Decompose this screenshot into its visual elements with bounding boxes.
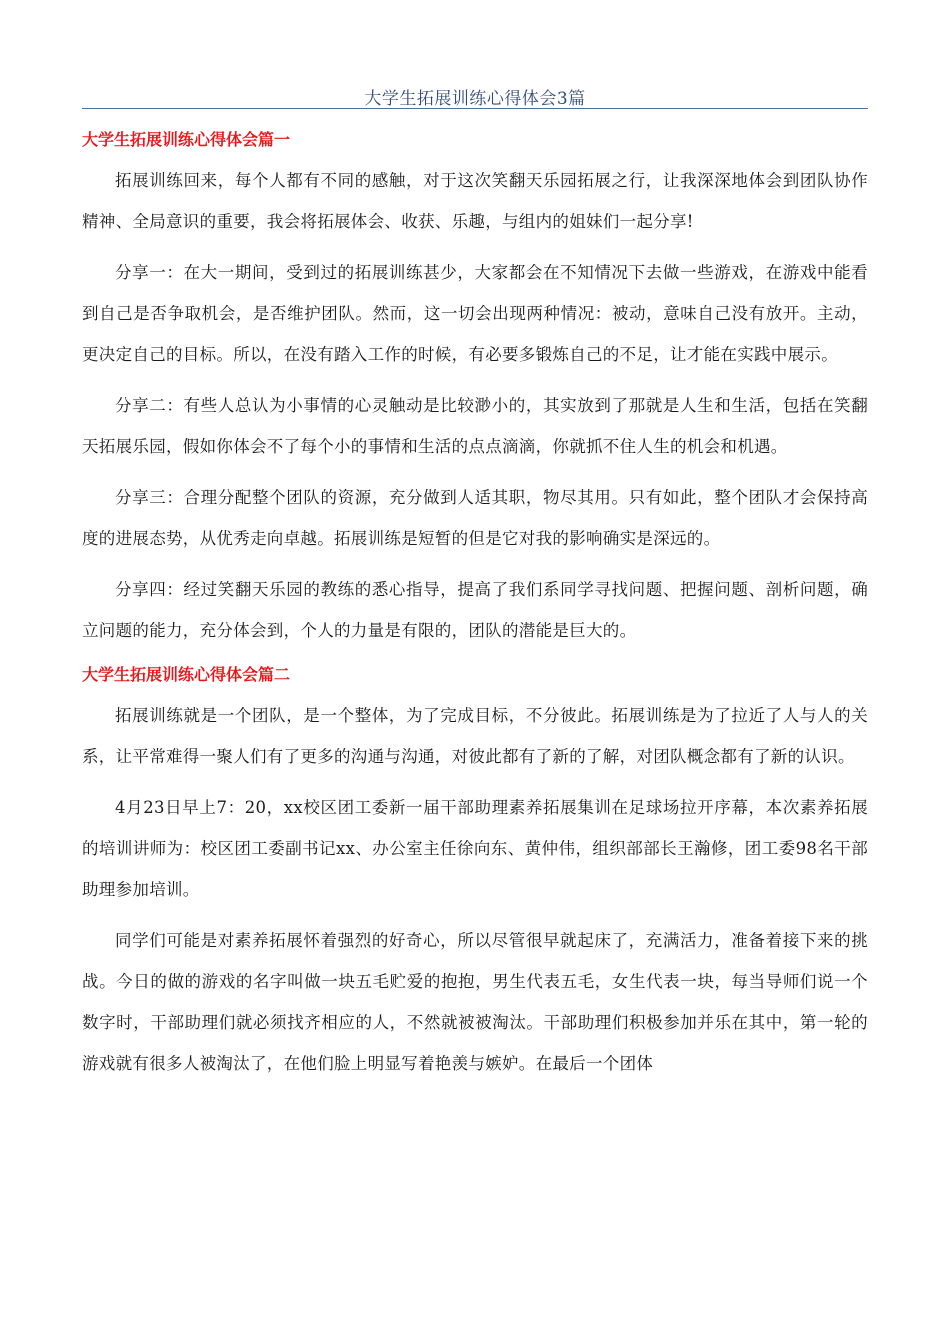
- paragraph: 分享一：在大一期间，受到过的拓展训练甚少，大家都会在不知情况下去做一些游戏，在游戏中能看到自己是否争取机会，是否维护团队。然而，这一切会出现两种情况：被动，意味自己没有放开。主动，更决定自己的目标。所以，在没有踏入工作的时候，有必要多锻炼自己的不足，让才能在实践中展示。: [82, 263, 868, 364]
- paragraph: 4月23日早上7：20，xx校区团工委新一届干部助理素养拓展集训在足球场拉开序幕，本次素养拓展的培训讲师为：校区团工委副书记xx、办公室主任徐向东、黄仲伟，组织部部长王瀚修，团工委98名干部助理参加培训。: [82, 798, 868, 899]
- paragraph: 分享四：经过笑翻天乐园的教练的悉心指导，提高了我们系同学寻找问题、把握问题、剖析问题，确立问题的能力，充分体会到，个人的力量是有限的，团队的潜能是巨大的。: [82, 580, 868, 640]
- section-title-1: 大学生拓展训练心得体会篇一: [82, 130, 291, 149]
- section-title-2: 大学生拓展训练心得体会篇二: [82, 665, 291, 684]
- paragraph: 拓展训练就是一个团队，是一个整体，为了完成目标，不分彼此。拓展训练是为了拉近了人与人的关系，让平常难得一聚人们有了更多的沟通与沟通，对彼此都有了新的了解，对团队概念都有了新的认识。: [82, 706, 868, 766]
- header-divider: [82, 108, 868, 109]
- paragraph: 同学们可能是对素养拓展怀着强烈的好奇心，所以尽管很早就起床了，充满活力，准备着接下来的挑战。今日的做的游戏的名字叫做一块五毛贮爱的抱抱，男生代表五毛，女生代表一块，每当导师们说一个数字时，干部助理们就必须找齐相应的人，不然就被被淘汰。干部助理们积极参加并乐在其中，第一轮的游戏就有很多人被淘汰了，在他们脸上明显写着艳羡与嫉妒。在最后一个团体: [82, 931, 868, 1073]
- paragraph: 拓展训练回来，每个人都有不同的感触，对于这次笑翻天乐园拓展之行，让我深深地体会到团队协作精神、全局意识的重要，我会将拓展体会、收获、乐趣，与组内的姐妹们一起分享!: [82, 171, 868, 231]
- paragraph: 分享三：合理分配整个团队的资源，充分做到人适其职，物尽其用。只有如此，整个团队才会保持高度的进展态势，从优秀走向卓越。拓展训练是短暂的但是它对我的影响确实是深远的。: [82, 488, 868, 548]
- paragraph: 分享二：有些人总认为小事情的心灵触动是比较渺小的，其实放到了那就是人生和生活，包括在笑翻天拓展乐园，假如你体会不了每个小的事情和生活的点点滴滴，你就抓不住人生的机会和机遇。: [82, 396, 868, 456]
- document-body: [82, 126, 868, 1094]
- document-header-title: 大学生拓展训练心得体会3篇: [364, 89, 586, 109]
